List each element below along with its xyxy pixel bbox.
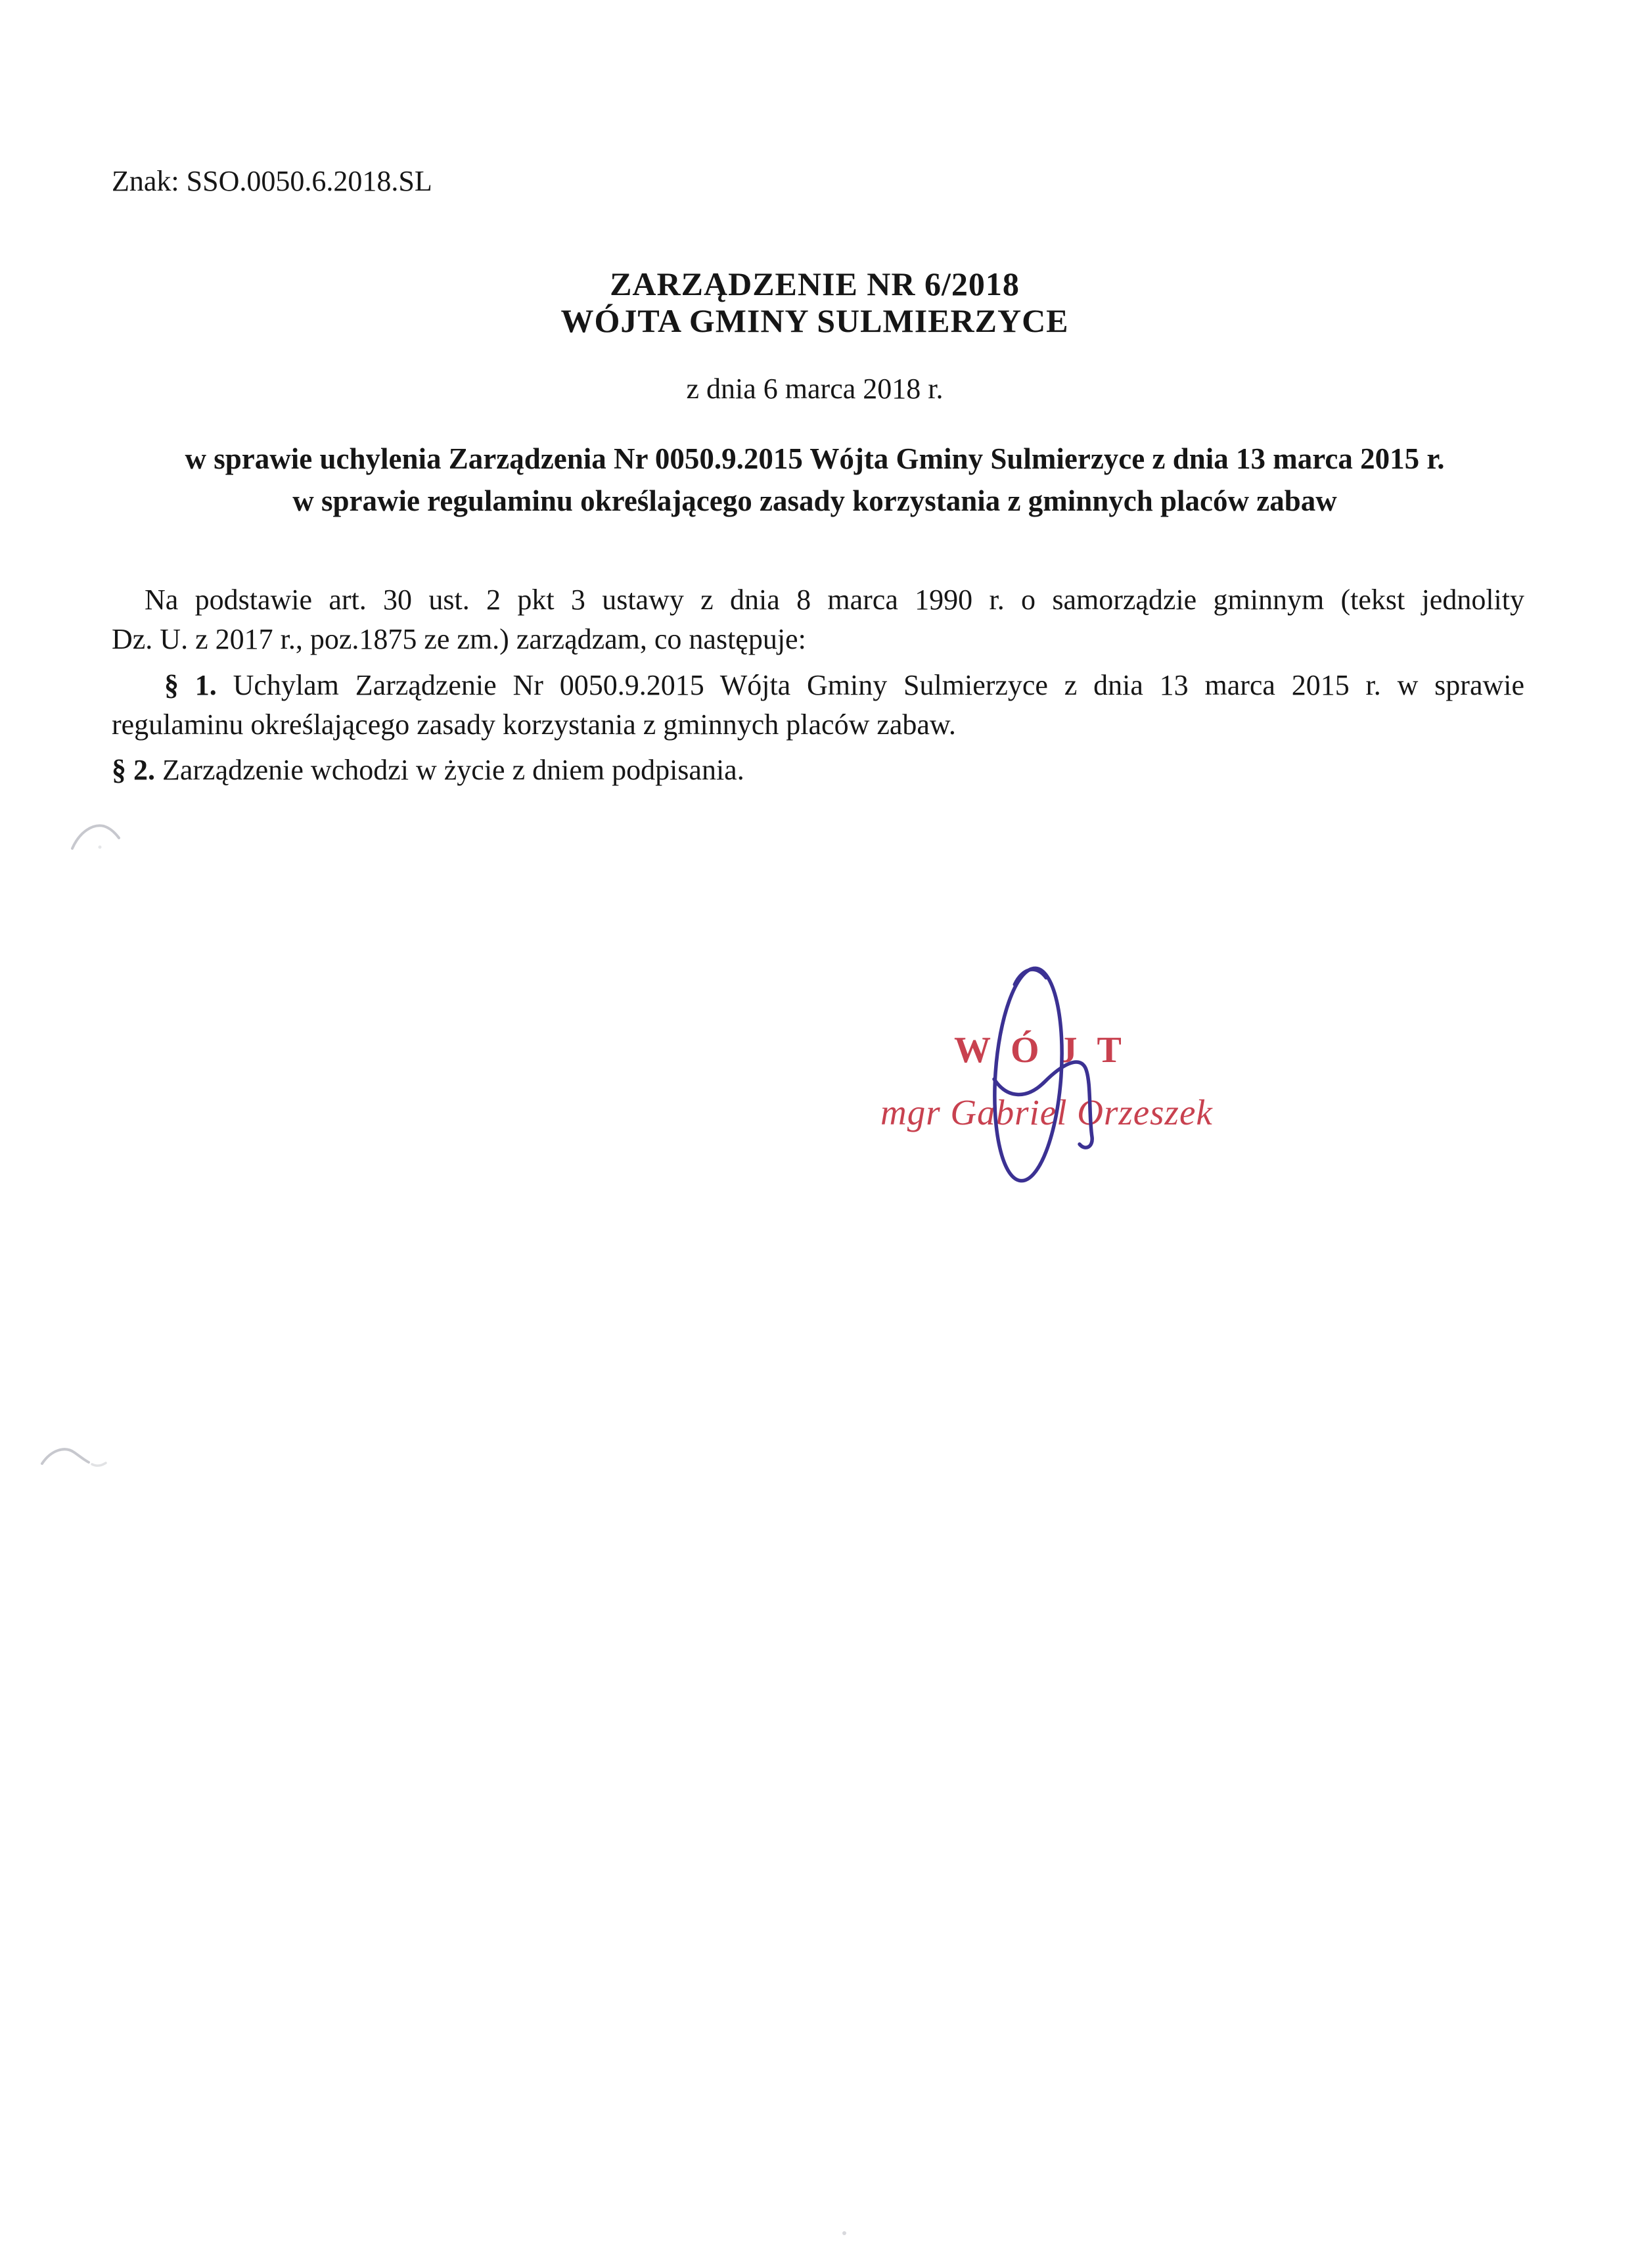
ink-signature-tophook (1014, 969, 1046, 984)
paragraph-2-marker: § 2. (112, 754, 155, 786)
subject-line2: w sprawie regulaminu określającego zasady korzystania z gminnych placów zabaw (292, 484, 1337, 517)
paragraph-1-line2: regulaminu określającego zasady korzystania z gminnych placów zabaw. (112, 708, 956, 741)
ink-signature-loop (988, 966, 1068, 1183)
paragraph-1-line1 (112, 666, 1524, 705)
decree-title-line2: WÓJTA GMINY SULMIERZYCE (560, 302, 1069, 339)
pencil-squiggle-upper (72, 825, 119, 848)
paragraph-2-text: Zarządzenie wchodzi w życie z dniem podpisania. (162, 754, 744, 786)
legal-basis-line1: Na podstawie art. 30 ust. 2 pkt 3 ustawy z dnia 8 marca 1990 r. o samorządzie gminnym (tekst jednolity (145, 584, 1524, 616)
stamp-office-title: WÓJT (954, 1030, 1141, 1071)
reference-number: Znak: SSO.0050.6.2018.SL (112, 165, 432, 197)
pencil-dot-upper (99, 846, 102, 849)
subject-line1: w sprawie uchylenia Zarządzenia Nr 0050.9.2015 Wójta Gminy Sulmierzyce z dnia 13 marca 2015 r. (185, 442, 1445, 475)
pencil-squiggle-lower-tail (92, 1463, 106, 1466)
decree-date: z dnia 6 marca 2018 r. (686, 373, 944, 405)
paragraph-1-marker: § 1. (164, 669, 217, 701)
decree-subject-block (0, 438, 1629, 522)
paragraph-2 (112, 751, 1524, 790)
paragraph-1 (112, 666, 1524, 745)
decree-title-block (0, 266, 1629, 339)
legal-basis-line2: Dz. U. z 2017 r., poz.1875 ze zm.) zarządzam, co następuje: (112, 623, 806, 655)
legal-basis-paragraph (112, 580, 1524, 659)
scan-speck (842, 2231, 846, 2235)
pencil-squiggle-lower (42, 1449, 89, 1464)
paragraph-2-line (112, 751, 1524, 790)
paragraph-1-text: Uchylam Zarządzenie Nr 0050.9.2015 Wójta Gminy Sulmierzyce z dnia 13 marca 2015 r. w sprawie (233, 669, 1525, 701)
decree-title-line1: ZARZĄDZENIE NR 6/2018 (610, 266, 1020, 302)
stamp-signer-name: mgr Gabriel Orzeszek (880, 1092, 1213, 1132)
